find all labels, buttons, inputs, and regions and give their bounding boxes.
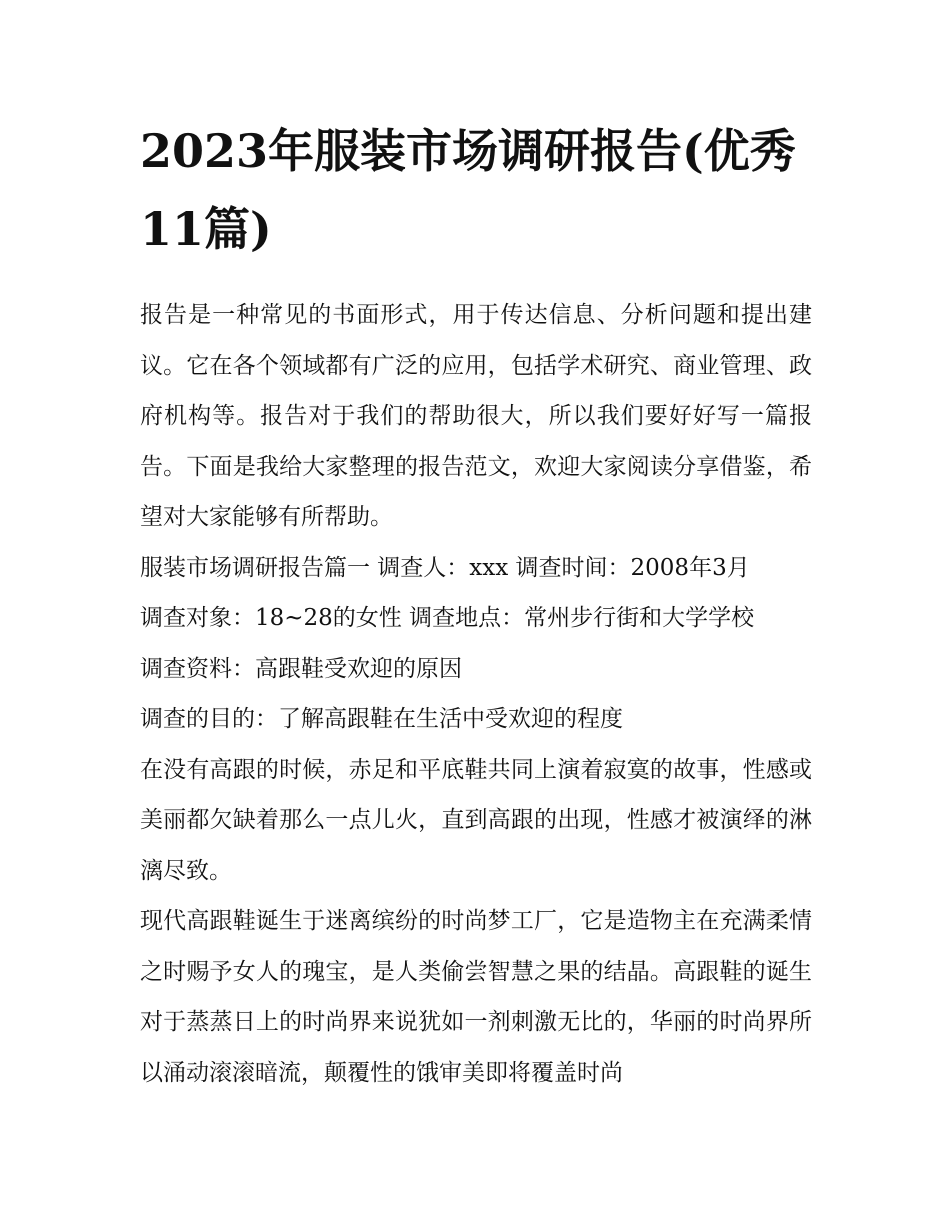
paragraph-survey-material: 调查资料：高跟鞋受欢迎的原因 bbox=[140, 655, 462, 682]
document-title: 2023年服装市场调研报告(优秀11篇) bbox=[140, 124, 796, 256]
paragraph-survey-purpose: 调查的目的：了解高跟鞋在生活中受欢迎的程度 bbox=[140, 706, 623, 732]
paragraph-survey-person-time: 服装市场调研报告篇一 调查人：xxx 调查时间：2008年3月 bbox=[140, 554, 750, 581]
document-page bbox=[140, 112, 812, 1098]
document-body bbox=[140, 290, 812, 1098]
paragraph-survey-target-location: 调查对象：18~28的女性 调查地点：常州步行街和大学学校 bbox=[140, 605, 755, 631]
paragraph-modern-heels: 现代高跟鞋诞生于迷离缤纷的时尚梦工厂，它是造物主在充满柔情之时赐予女人的瑰宝，是人类偷尝智慧之果的结晶。高跟鞋的诞生对于蒸蒸日上的时尚界来说犹如一剂刺激无比的，华丽的时尚界所以涌动滚滚暗流，颠覆性的饿审美即将覆盖时尚 bbox=[140, 908, 812, 1086]
paragraph-history: 在没有高跟的时候，赤足和平底鞋共同上演着寂寞的故事，性感或美丽都欠缺着那么一点儿火，直到高跟的出现，性感才被演绎的淋漓尽致。 bbox=[140, 756, 812, 884]
paragraph-intro: 报告是一种常见的书面形式，用于传达信息、分析问题和提出建议。它在各个领域都有广泛的应用，包括学术研究、商业管理、政府机构等。报告对于我们的帮助很大，所以我们要好好写一篇报告。下面是我给大家整理的报告范文，欢迎大家阅读分享借鉴，希望对大家能够有所帮助。 bbox=[140, 302, 812, 530]
